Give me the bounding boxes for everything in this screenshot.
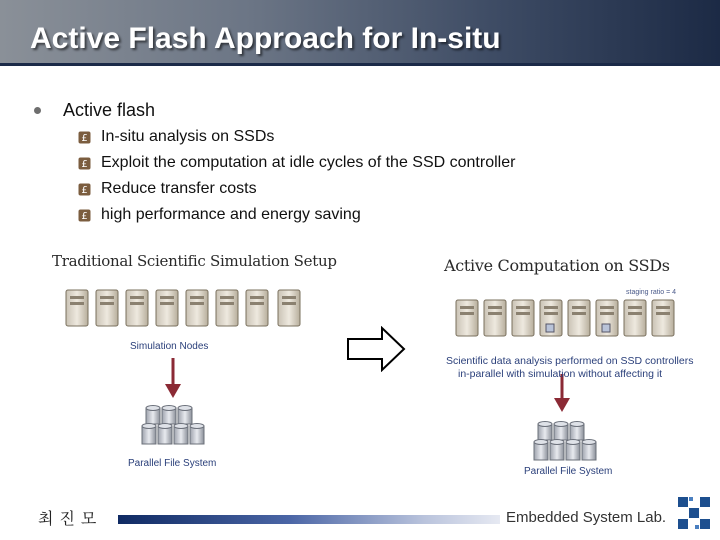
title-bar [0,0,720,66]
left-figure-diagram [50,280,320,480]
bullet-square-icon [78,209,91,222]
title-underline [0,63,720,66]
ssd-servers [456,300,674,336]
bullet-square-icon [78,131,91,144]
slide-title: Active Flash Approach for In-situ [30,22,501,55]
subbullet-text: Exploit the computation at idle cycles of the SSD controller [101,154,516,171]
left-figure-title: Traditional Scientific Simulation Setup [52,252,337,270]
parallel-file-system-disks [142,406,204,445]
parallel-file-system-disks [534,422,596,461]
right-figure-title: Active Computation on SSDs [444,256,670,275]
left-fs-label: Parallel File System [128,458,217,469]
simulation-nodes-label: Simulation Nodes [130,341,209,352]
simulation-servers [66,290,300,326]
svg-text:£: £ [81,210,88,222]
right-caption-line1: Scientific data analysis performed on SSD controllers [446,355,694,367]
right-fs-label: Parallel File System [524,466,613,477]
footer-author: 최진모 [38,509,103,528]
svg-text:£: £ [81,158,88,170]
subbullet-text: high performance and energy saving [101,206,361,223]
subbullet-text: In-situ analysis on SSDs [101,128,275,145]
right-arrow-icon [346,326,406,372]
svg-text:£: £ [81,184,88,196]
staging-ratio-label: staging ratio = 4 [626,289,677,296]
subbullet [78,206,361,224]
subbullet [78,128,274,146]
footer-lab-name: Embedded System Lab. [506,509,667,526]
subbullet [78,154,515,172]
down-arrow-icon [165,358,181,398]
bullet-dot-icon [34,107,41,114]
svg-text:£: £ [81,132,88,144]
subbullet [78,180,257,198]
footer-gradient-bar [118,515,500,524]
bullet-level1 [34,100,155,121]
lab-logo-icon [674,493,714,533]
right-caption-line2: in-parallel with simulation without affecting it [458,368,663,380]
bullet-text: Active flash [63,100,156,120]
bullet-square-icon [78,183,91,196]
subbullet-text: Reduce transfer costs [101,180,257,197]
bullet-square-icon [78,157,91,170]
right-figure-diagram [448,296,688,476]
